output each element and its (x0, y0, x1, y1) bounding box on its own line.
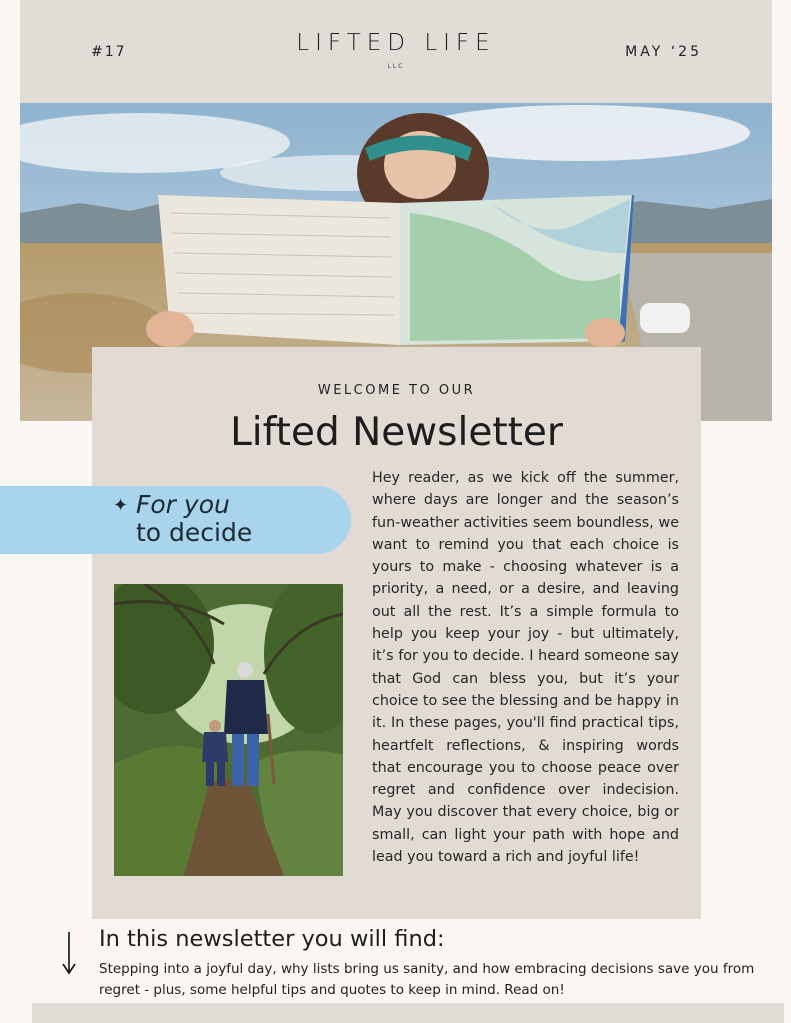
sparkle-icon: ✦ (113, 495, 129, 516)
newsletter-title: Lifted Newsletter (230, 410, 563, 455)
footer-band (32, 1003, 784, 1023)
arrow-down-icon (58, 930, 80, 976)
banner-line-1: For you (136, 490, 230, 519)
banner-line-2: to decide (136, 518, 253, 547)
brand-logo-subtitle: LLC (387, 63, 405, 70)
forest-path-photo (114, 584, 343, 876)
contents-description: Stepping into a joyful day, why lists bring us sanity, and how embracing decisions save you from regret - plus, some helpful tips and quotes to keep in mind. Read on! (99, 961, 755, 998)
contents-heading: In this newsletter you will find: (99, 926, 445, 952)
welcome-body-text: Hey reader, as we kick off the summer, where days are longer and the season’s fun-weather activities seem boundless, we want to remind you that each choice is yours to make - choosing whatever is a priority, a need, or a desire, and leaving out all the rest. It’s a simple formula to help you keep your joy - but ultimately, it’s for you to decide. I heard someone say that God can bless you, but it’s your choice to see the blessing and be happy in it. In these pages, you'll find practical tips, heartfelt reflections, & inspiring words that encourage you to choose peace over regret and confidence over indecision. May you discover that every choice, big or small, can light your path with hope and lead you toward a rich and joyful life! (372, 470, 679, 866)
header-band (20, 0, 772, 103)
issue-number: #17 (91, 44, 127, 60)
brand-logo: LIFTED LIFE (296, 30, 496, 56)
welcome-kicker: WELCOME TO OUR (317, 383, 476, 398)
grandfather-child-forest-icon (114, 584, 343, 876)
issue-date: MAY ‘25 (625, 44, 702, 60)
